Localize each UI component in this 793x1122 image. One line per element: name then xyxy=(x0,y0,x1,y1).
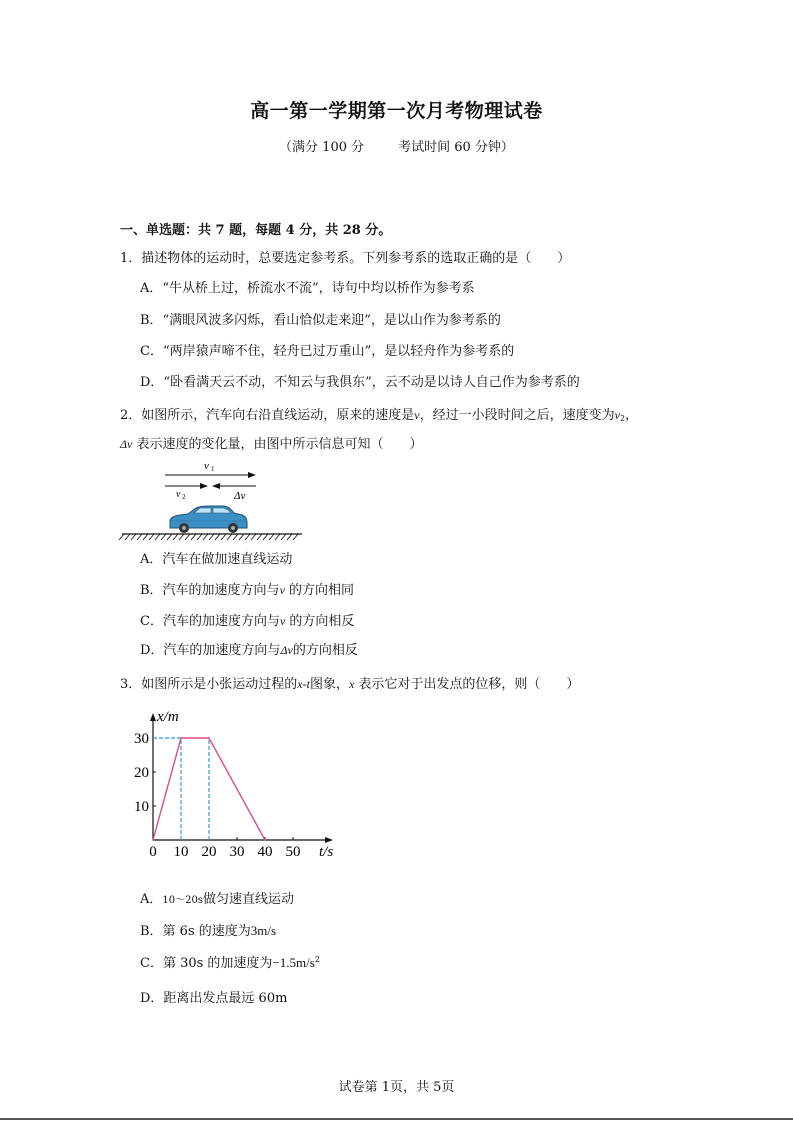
car-illustration xyxy=(170,506,247,533)
symbol-v: v xyxy=(279,614,286,628)
hatch-line xyxy=(275,534,280,540)
x-tick-label: 0 xyxy=(149,844,157,860)
hatch-line xyxy=(149,534,154,540)
ground-hatching xyxy=(119,534,298,540)
hatch-line xyxy=(245,534,250,540)
question-3-stem xyxy=(120,673,579,692)
hatch-line xyxy=(161,534,166,540)
hatch-line xyxy=(293,534,298,540)
symbol-v: v xyxy=(279,583,285,597)
symbol-x-t: x-t xyxy=(297,677,310,691)
question-1-option-d: D．“卧看满天云不动，不知云与我俱东”，云不动是以诗人自己作为参考系的 xyxy=(140,375,580,390)
x-axis-arrow xyxy=(325,837,333,843)
hatch-line xyxy=(125,534,130,540)
label-v1-sub: 1 xyxy=(211,465,215,473)
option-text: D．距离出发点最远 60m xyxy=(140,991,288,1006)
question-1-option-a: A．“牛从桥上过，桥流水不流”，诗句中均以桥作为参考系 xyxy=(140,281,475,296)
data-point xyxy=(152,839,154,841)
option-text: C．第 30s 的加速度为 xyxy=(140,956,273,971)
stem-text: 表示速度的变化量，由图中所示信息可知（ ） xyxy=(136,437,423,452)
full-score: （满分 100 分 xyxy=(279,140,365,155)
question-3-option-c xyxy=(140,952,320,971)
option-text: A．汽车在做加速直线运动 xyxy=(140,552,293,567)
y-axis-label: x/m xyxy=(157,709,179,725)
stem-text: 图象， xyxy=(309,677,349,692)
hatch-line xyxy=(179,534,184,540)
x-tick-label: 30 xyxy=(229,844,245,860)
hatch-line xyxy=(251,534,256,540)
question-3-option-a xyxy=(140,888,294,907)
stem-text: ，经过一小段时间之后，速度变为 xyxy=(419,408,615,423)
x-tick-label: 40 xyxy=(257,844,273,860)
hatch-line xyxy=(185,534,190,540)
hatch-line xyxy=(131,534,136,540)
speed-value: 3m/s xyxy=(250,923,277,938)
subscript: 2 xyxy=(619,414,626,423)
question-2-option-a xyxy=(140,548,292,567)
stem-text: 表示它对于出发点的位移，则（ ） xyxy=(358,677,580,692)
hatch-line xyxy=(137,534,142,540)
question-2-stem-line1 xyxy=(120,404,638,423)
hatch-line xyxy=(281,534,286,540)
data-point xyxy=(208,737,210,739)
option-text: 的方向相反 xyxy=(292,643,358,658)
symbol-x: x xyxy=(348,677,355,691)
hatch-line xyxy=(239,534,244,540)
page-title: 高一第一学期第一次月考物理试卷 xyxy=(250,100,543,122)
option-text: A． xyxy=(140,892,163,907)
question-3-option-d xyxy=(140,987,287,1006)
hatch-line xyxy=(209,534,214,540)
section-heading: 一、单选题：共 7 题，每题 4 分，共 28 分。 xyxy=(120,223,392,238)
x-axis-label: t/s xyxy=(319,844,334,860)
hatch-line xyxy=(269,534,274,540)
hatch-line xyxy=(233,534,238,540)
question-2-option-d xyxy=(140,639,358,658)
hatch-line xyxy=(227,534,232,540)
label-v2-sub: 2 xyxy=(182,493,186,501)
question-2-stem-line2 xyxy=(120,433,423,452)
symbol-delta-v: Δv xyxy=(280,643,293,657)
stem-text: 2．如图所示，汽车向右沿直线运动，原来的速度是 xyxy=(120,408,415,423)
exam-info xyxy=(0,136,793,155)
hatch-line xyxy=(191,534,196,540)
option-text: B．汽车的加速度方向与 xyxy=(140,583,280,598)
hatch-line xyxy=(263,534,268,540)
hatch-line xyxy=(173,534,178,540)
label-v2: v xyxy=(176,489,181,500)
x-tick-label: 10 xyxy=(173,844,189,860)
data-point xyxy=(180,737,182,739)
data-point xyxy=(264,839,266,841)
x-tick-label: 50 xyxy=(285,844,301,860)
question-2-option-c xyxy=(140,610,354,629)
option-text: D．汽车的加速度方向与 xyxy=(140,643,281,658)
y-tick-label: 30 xyxy=(134,731,149,747)
label-delta-v: Δv xyxy=(234,490,246,502)
y-axis-arrow xyxy=(150,713,156,721)
hatch-line xyxy=(197,534,202,540)
page-footer: 试卷第 1页，共 5页 xyxy=(338,1080,455,1095)
hatch-line xyxy=(215,534,220,540)
question-1-stem: 1．描述物体的运动时，总要选定参考系。下列参考系的选取正确的是（ ） xyxy=(120,251,571,266)
option-text: 做匀速直线运动 xyxy=(202,892,294,907)
option-text: C．汽车的加速度方向与 xyxy=(140,614,280,629)
hatch-line xyxy=(221,534,226,540)
superscript: 2 xyxy=(314,955,320,964)
y-tick-label: 20 xyxy=(134,765,149,781)
option-text: B．第 6s 的速度为 xyxy=(140,924,251,939)
option-text: 的方向相反 xyxy=(289,614,355,629)
question-2-option-b xyxy=(140,579,354,598)
stem-text: 3．如图所示是小张运动过程的 xyxy=(120,677,298,692)
y-tick-label: 10 xyxy=(134,799,149,815)
hatch-line xyxy=(143,534,148,540)
arrow-delta-v-head xyxy=(212,483,220,489)
arrow-v2-head xyxy=(200,483,208,489)
question-1-option-c: C．“两岸猿声啼不住，轻舟已过万重山”，是以轻舟作为参考系的 xyxy=(140,344,515,359)
car-velocity-figure xyxy=(118,456,308,544)
question-3-option-b xyxy=(140,920,276,939)
hatch-line xyxy=(203,534,208,540)
stem-text: ， xyxy=(625,408,639,423)
bottom-rule xyxy=(0,1118,793,1120)
exam-time: 考试时间 60 分钟） xyxy=(398,140,514,155)
acceleration-value: −1.5m/s xyxy=(272,955,315,970)
hatch-line xyxy=(155,534,160,540)
symbol-delta-v: Δv xyxy=(120,437,133,451)
x-tick-label: 20 xyxy=(201,844,217,860)
hatch-line xyxy=(119,534,124,540)
hatch-line xyxy=(257,534,262,540)
hatch-line xyxy=(167,534,172,540)
arrow-v1-head xyxy=(248,472,256,478)
hatch-line xyxy=(287,534,292,540)
symbol-v2: v xyxy=(614,408,620,422)
question-1-option-b: B．“满眼风波多闪烁，看山恰似走来迎”，是以山作为参考系的 xyxy=(140,313,501,328)
time-range: 10～20s xyxy=(162,895,203,906)
symbol-v: v xyxy=(414,408,420,422)
x-t-chart xyxy=(120,700,360,870)
label-v1: v xyxy=(204,460,209,472)
option-text: 的方向相同 xyxy=(289,583,355,598)
